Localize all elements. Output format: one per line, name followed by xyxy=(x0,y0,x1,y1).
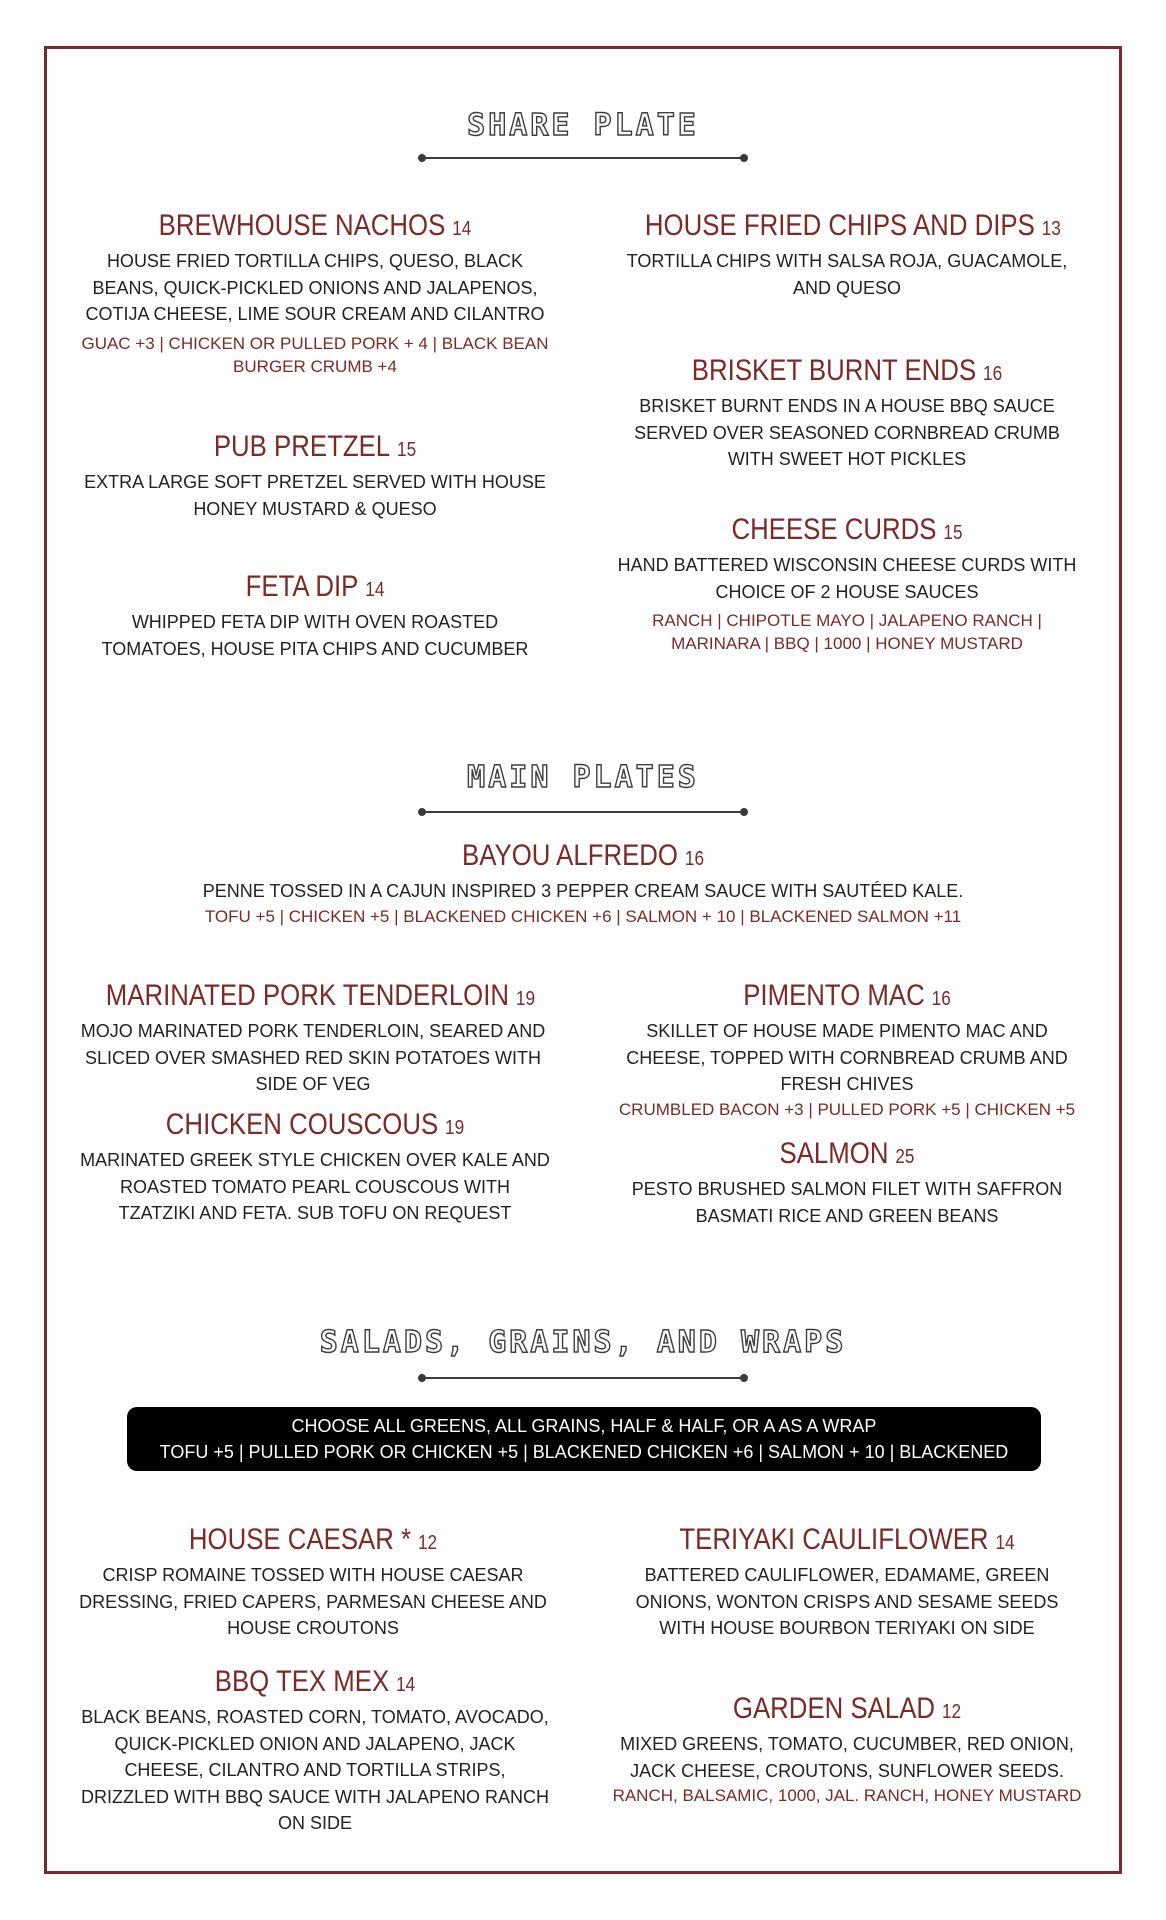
item-addons: CRUMBLED BACON +3 | PULLED PORK +5 | CHICKEN +5 xyxy=(618,1099,1076,1119)
item-description: TORTILLA CHIPS WITH SALSA ROJA, GUACAMOLE, AND QUESO xyxy=(626,251,1068,298)
item-name: BBQ TEX MEX 14 xyxy=(214,1665,416,1698)
item-price: 25 xyxy=(895,1146,915,1168)
section-title-share: SHARE PLATE xyxy=(467,108,699,143)
salad-options-line: CHOOSE ALL GREENS, ALL GRAINS, HALF & HALF, OR A AS A WRAP xyxy=(291,1416,877,1436)
section-divider xyxy=(422,157,744,159)
item-name: HOUSE CAESAR * 12 xyxy=(188,1523,438,1556)
item-price: 15 xyxy=(943,522,963,544)
item-description: MIXED GREENS, TOMATO, CUCUMBER, RED ONION, JACK CHEESE, CROUTONS, SUNFLOWER SEEDS. xyxy=(620,1734,1074,1781)
item-addons: RANCH, BALSAMIC, 1000, JAL. RANCH, HONEY MUSTARD xyxy=(612,1786,1082,1805)
item-price: 14 xyxy=(452,218,472,240)
item-addons: GUAC +3 | CHICKEN OR PULLED PORK + 4 | BLACK BEAN BURGER CRUMB +4 xyxy=(81,333,549,376)
section-title-salads: SALADS, GRAINS, AND WRAPS xyxy=(319,1325,847,1360)
salad-options-banner xyxy=(127,1407,1041,1488)
item-price: 14 xyxy=(365,579,385,601)
item-name: PIMENTO MAC 16 xyxy=(743,979,951,1012)
menu-item-teriyaki xyxy=(612,1521,1082,1642)
menu-item-caesar xyxy=(72,1521,554,1642)
section-divider xyxy=(422,811,744,813)
item-description: PENNE TOSSED IN A CAJUN INSPIRED 3 PEPPER CREAM SAUCE WITH SAUTÉED KALE. xyxy=(202,881,964,901)
section-title-main: MAIN PLATES xyxy=(467,760,699,795)
item-description: BLACK BEANS, ROASTED CORN, TOMATO, AVOCADO, QUICK-PICKLED ONION AND JALAPENO, JACK CHEESE, CILANTRO AND TORTILLA STRIPS, DRIZZLED WITH BBQ SAUCE WITH JALAPENO RANCH ON SIDE xyxy=(80,1707,550,1833)
item-description: MOJO MARINATED PORK TENDERLOIN, SEARED AND SLICED OVER SMASHED RED SKIN POTATOES WITH SIDE OF VEG xyxy=(80,1021,546,1094)
item-description: SKILLET OF HOUSE MADE PIMENTO MAC AND CHEESE, TOPPED WITH CORNBREAD CRUMB AND FRESH CHIVES xyxy=(626,1021,1068,1094)
item-name: PUB PRETZEL 15 xyxy=(213,430,417,463)
menu-item-pork xyxy=(72,977,554,1098)
salad-addons-line: TOFU +5 | PULLED PORK OR CHICKEN +5 | BLACKENED CHICKEN +6 | SALMON + 10 | BLACKENED SALMON +11 xyxy=(159,1442,1009,1488)
item-price: 12 xyxy=(941,1701,962,1723)
item-name: TERIYAKI CAULIFLOWER 14 xyxy=(679,1523,1015,1556)
item-description: BRISKET BURNT ENDS IN A HOUSE BBQ SAUCE SERVED OVER SEASONED CORNBREAD CRUMB WITH SWEET HOT PICKLES xyxy=(634,396,1060,469)
menu-item-brisket xyxy=(612,352,1082,473)
item-name: MARINATED PORK TENDERLOIN 19 xyxy=(105,979,536,1012)
item-description: EXTRA LARGE SOFT PRETZEL SERVED WITH HOUSE HONEY MUSTARD & QUESO xyxy=(84,472,546,519)
item-name: HOUSE FRIED CHIPS AND DIPS 13 xyxy=(644,209,1061,242)
menu-item-curds xyxy=(612,511,1082,655)
item-addons: RANCH | CHIPOTLE MAYO | JALAPENO RANCH | MARINARA | BBQ | 1000 | HONEY MUSTARD xyxy=(652,611,1042,653)
item-price: 14 xyxy=(995,1532,1015,1554)
item-description: MARINATED GREEK STYLE CHICKEN OVER KALE AND ROASTED TOMATO PEARL COUSCOUS WITH TZATZIKI AND FETA. SUB TOFU ON REQUEST xyxy=(80,1150,550,1223)
item-description: HAND BATTERED WISCONSIN CHEESE CURDS WITH CHOICE OF 2 HOUSE SAUCES xyxy=(617,555,1077,602)
menu-item-couscous xyxy=(80,1106,550,1227)
item-name: BREWHOUSE NACHOS 14 xyxy=(158,209,472,242)
item-description: CRISP ROMAINE TOSSED WITH HOUSE CAESAR DRESSING, FRIED CAPERS, PARMESAN CHEESE AND HOUSE CROUTONS xyxy=(79,1565,547,1638)
menu-item-mac xyxy=(612,977,1082,1121)
menu-item-alfredo xyxy=(150,837,1016,928)
item-description: HOUSE FRIED TORTILLA CHIPS, QUESO, BLACK BEANS, QUICK-PICKLED ONIONS AND JALAPENOS, COTIJA CHEESE, LIME SOUR CREAM AND CILANTRO xyxy=(85,251,545,324)
item-price: 16 xyxy=(983,363,1003,385)
menu-item-feta xyxy=(80,568,550,662)
item-price: 16 xyxy=(931,988,951,1010)
item-name: BRISKET BURNT ENDS 16 xyxy=(691,354,1003,387)
menu-item-garden xyxy=(612,1690,1082,1807)
menu-item-chips xyxy=(612,207,1082,301)
item-name: CHEESE CURDS 15 xyxy=(731,513,963,546)
item-name: BAYOU ALFREDO 16 xyxy=(461,839,705,872)
item-price: 15 xyxy=(397,439,417,461)
item-name: FETA DIP 14 xyxy=(245,570,385,603)
item-description: PESTO BRUSHED SALMON FILET WITH SAFFRON BASMATI RICE AND GREEN BEANS xyxy=(631,1179,1063,1226)
item-price: 19 xyxy=(515,988,536,1010)
item-description: WHIPPED FETA DIP WITH OVEN ROASTED TOMATOES, HOUSE PITA CHIPS AND CUCUMBER xyxy=(101,612,529,659)
item-price: 14 xyxy=(396,1674,416,1696)
item-name: SALMON 25 xyxy=(779,1137,915,1170)
item-price: 13 xyxy=(1041,218,1061,240)
section-divider xyxy=(422,1377,744,1379)
item-price: 16 xyxy=(684,848,705,870)
menu-item-pretzel xyxy=(80,428,550,522)
item-price: 19 xyxy=(445,1117,465,1139)
item-price: 12 xyxy=(417,1532,438,1554)
item-addons: TOFU +5 | CHICKEN +5 | BLACKENED CHICKEN +6 | SALMON + 10 | BLACKENED SALMON +11 xyxy=(204,906,962,926)
menu-item-texmex xyxy=(80,1663,550,1837)
item-name: GARDEN SALAD 12 xyxy=(732,1692,962,1725)
menu-item-salmon xyxy=(612,1135,1082,1229)
menu-item-nachos xyxy=(80,207,550,378)
item-name: CHICKEN COUSCOUS 19 xyxy=(165,1108,465,1141)
item-description: BATTERED CAULIFLOWER, EDAMAME, GREEN ONIONS, WONTON CRISPS AND SESAME SEEDS WITH HOUSE BOURBON TERIYAKI ON SIDE xyxy=(635,1565,1059,1638)
